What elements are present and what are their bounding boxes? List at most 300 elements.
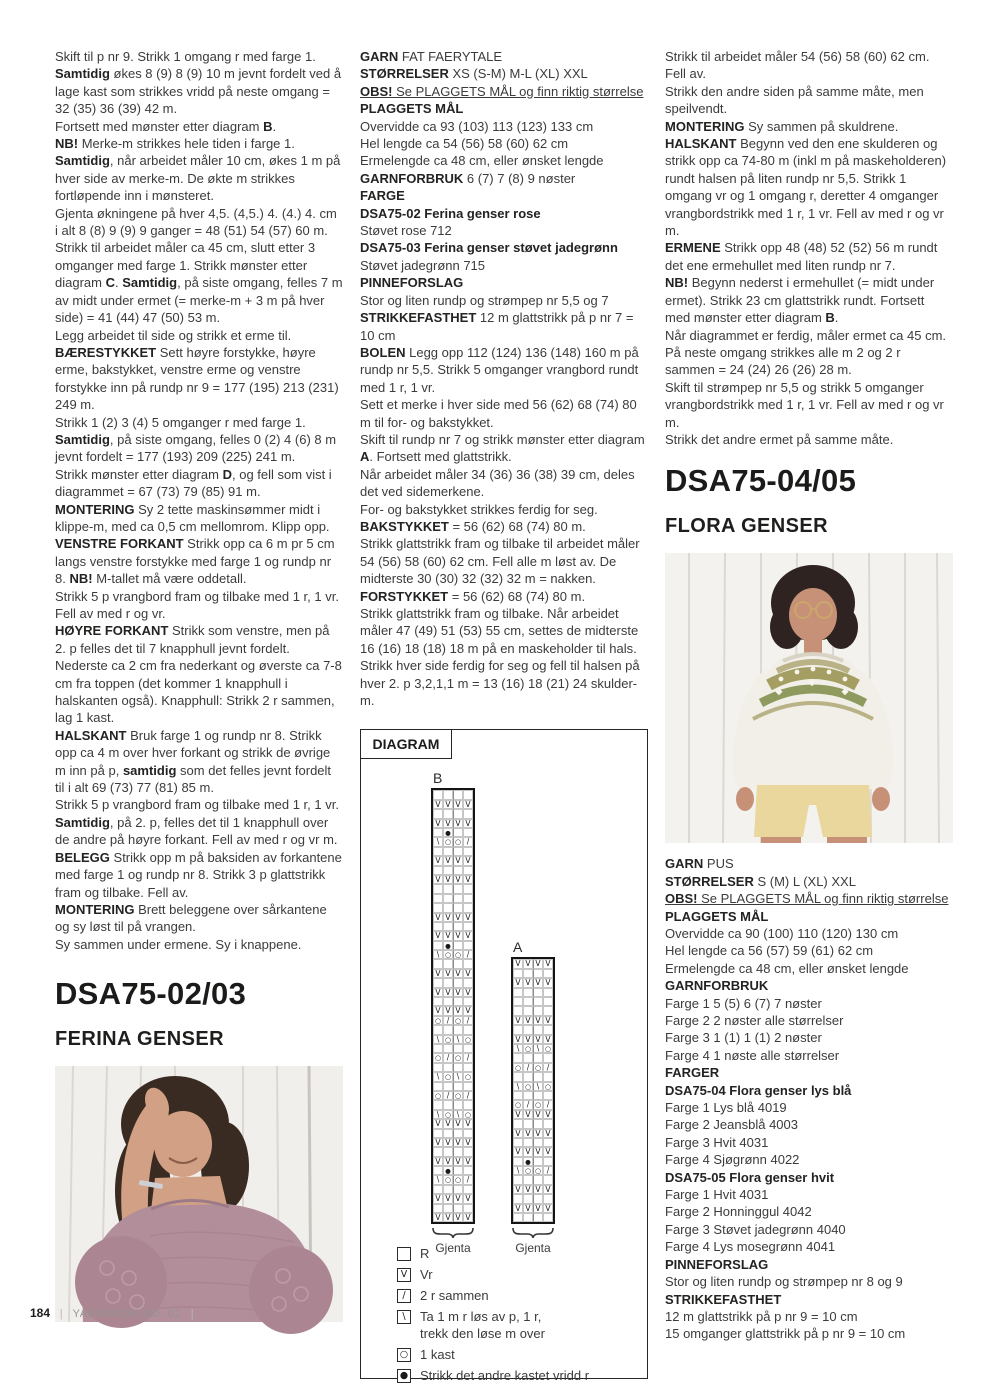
repeat-label: Gjenta: [515, 1241, 551, 1256]
chart-cell: V: [433, 819, 443, 828]
chart-cell: [453, 997, 463, 1006]
chart-cell: \: [513, 1044, 523, 1053]
chart-cell: [443, 847, 453, 856]
chart-cell: [453, 847, 463, 856]
legend-label: Strikk det andre kastet vridd r: [420, 1367, 590, 1383]
legend-symbol: ●: [397, 1369, 411, 1383]
chart-cell: V: [533, 1204, 543, 1213]
chart-cell: [463, 1204, 473, 1213]
legend-item: [397, 1368, 635, 1385]
chart-cell: \: [513, 1166, 523, 1175]
chart-cell: /: [463, 1016, 473, 1025]
chart-cell: [453, 1044, 463, 1053]
legend-symbol: [397, 1247, 411, 1261]
chart-cell: ○: [444, 1110, 452, 1119]
chart-cell: [543, 1053, 553, 1062]
chart-cell: [433, 997, 443, 1006]
chart-cell: [443, 1044, 453, 1053]
paragraph: PLAGGETS MÅL: [665, 908, 769, 924]
legend-label: R: [420, 1246, 430, 1262]
chart-cell: V: [513, 1185, 523, 1194]
chart-cell: V: [443, 988, 453, 997]
chart-cell: \: [453, 1035, 463, 1044]
paragraph: PINNEFORSLAG: [665, 1256, 769, 1272]
paragraph: GARNFORBRUK 6 (7) 7 (8) 9 nøster: [360, 170, 576, 186]
diagram-box: [360, 729, 648, 1383]
chart-cell: V: [433, 800, 443, 809]
chart-cell: [453, 959, 463, 968]
chart-cell: V: [463, 875, 473, 884]
chart-cell: [523, 1138, 533, 1147]
paragraph: Sy sammen under ermene. Sy i knappene.: [55, 936, 302, 952]
chart-cell: ○: [534, 1167, 542, 1176]
paragraph: BAKSTYKKET = 56 (62) 68 (74) 80 m.: [360, 518, 586, 534]
chart-cell: V: [463, 1119, 473, 1128]
chart-cell: V: [513, 1035, 523, 1044]
chart-cell: V: [543, 959, 553, 968]
paragraph: Stor og liten rundp og strømpep nr 5,5 og 7: [360, 292, 609, 308]
chart-cell: V: [433, 1213, 443, 1222]
chart-cell: [463, 1082, 473, 1091]
chart-cell: /: [463, 1053, 473, 1062]
chart-cell: V: [433, 988, 443, 997]
chart-cell: \: [433, 1110, 443, 1119]
chart-cell: [443, 894, 453, 903]
chart-cell: ○: [444, 951, 452, 960]
chart-cell: ○: [444, 1176, 452, 1185]
chart-cell: [463, 1185, 473, 1194]
pattern-code-heading: DSA75-02/03: [55, 976, 247, 1012]
chart-cell: V: [543, 1129, 553, 1138]
paragraph: Farge 1 Hvit 4031: [665, 1187, 769, 1203]
legend-label: 2 r sammen: [420, 1288, 489, 1304]
chart-cell: [453, 809, 463, 818]
pattern-instructions-ferina-end: [665, 48, 953, 448]
chart-cell: [433, 959, 443, 968]
chart-cell: \: [533, 1082, 543, 1091]
chart-cell: [433, 903, 443, 912]
chart-cell: [433, 1166, 443, 1175]
chart-cell: ○: [444, 1073, 452, 1082]
paragraph: Når diagrammet er ferdig, måler ermet ca 45 cm. På neste omgang strikkes alle m 2 og 2 r sammen = 24 (24) 26 (26) 28 m.: [665, 327, 947, 378]
chart-cell: [523, 1175, 533, 1184]
chart-cell: V: [433, 1138, 443, 1147]
paragraph: Farge 4 1 nøste alle størrelser: [665, 1047, 840, 1063]
chart-legend: [397, 1246, 635, 1389]
chart-cell: [443, 978, 453, 987]
chart-cell: V: [533, 1016, 543, 1025]
chart-cell: [433, 941, 443, 950]
chart-cell: [453, 922, 463, 931]
chart-cell: [523, 1194, 533, 1203]
chart-cell: V: [443, 913, 453, 922]
chart-cell: ○: [454, 1016, 462, 1025]
paragraph: Når arbeidet måler 34 (36) 36 (38) 39 cm, deles det ved sidemerkene.: [360, 466, 635, 500]
chart-cell: [463, 941, 473, 950]
paragraph: Strikk til arbeidet måler ca 45 cm, slutt etter 3 omganger med farge 1. Strikk mønster etter diagram C. Samtidig, på siste omgang, felles 7 m av midt under ermet (= merke-m + 3 m på hver side) = 41 (44) 47 (50) 53 m.: [55, 240, 343, 326]
chart-cell: /: [543, 1166, 553, 1175]
chart-cell: [433, 884, 443, 893]
paragraph: Farge 2 Honninggul 4042: [665, 1204, 812, 1220]
paragraph: STRIKKEFASTHET: [665, 1291, 782, 1307]
paragraph: DSA75-05 Flora genser hvit: [665, 1169, 835, 1185]
chart-cell: [523, 1006, 533, 1015]
chart-cell: V: [443, 875, 453, 884]
chart-cell: ○: [524, 1082, 532, 1091]
paragraph: HALSKANT Bruk farge 1 og rundp nr 8. Strikk opp ca 4 m over hver forkant og strikk de øvrige m inn på p, samtidig som det felles jevnt fordelt til i alt 69 (73) 77 (81) 85 m.: [55, 727, 332, 796]
chart-cell: \: [533, 1044, 543, 1053]
footer-separator: |: [190, 1308, 195, 1320]
chart-cell: V: [463, 1213, 473, 1222]
paragraph: Samtidig, når arbeidet måler 10 cm, økes 1 m på hver side av merke-m. De økte m strikkes fortløpende inn i mønsteret.: [55, 153, 341, 204]
paragraph: Sett et merke i hver side med 56 (62) 68 (74) 80 m til for- og bakstykket.: [360, 397, 637, 430]
paragraph: Støvet rose 712: [360, 223, 452, 239]
paragraph: STØRRELSER S (M) L (XL) XXL: [665, 873, 856, 889]
chart-cell: [453, 790, 463, 799]
pattern-name-heading: FERINA GENSER: [55, 1028, 224, 1051]
chart-cell: V: [433, 1194, 443, 1203]
chart-cell: V: [443, 819, 453, 828]
chart-cell: ○: [534, 1101, 542, 1110]
chart-cell: [463, 847, 473, 856]
column-1: [55, 48, 343, 1322]
repeat-label: Gjenta: [435, 1241, 471, 1256]
chart-cell: ○: [454, 1091, 462, 1100]
paragraph: Hel lengde ca 54 (56) 58 (60) 62 cm: [360, 136, 569, 152]
chart-cell: [443, 1082, 453, 1091]
chart-cell: \: [453, 1110, 463, 1119]
chart-cell: V: [513, 1147, 523, 1156]
chart-cell: [463, 997, 473, 1006]
paragraph: HØYRE FORKANT Strikk som venstre, men på 2. p felles det til 7 knapphull jevnt fordelt. Nederste ca 2 cm fra nederkant og øverste ca 7-8 cm fra toppen (det kommer 1 knapphull i halskanten også). Knapphull: Strikk 2 r sammen, lag 1 kast.: [55, 623, 342, 726]
footer-separator: |: [59, 1308, 64, 1320]
chart-cell: [443, 1129, 453, 1138]
chart-cell: [523, 1091, 533, 1100]
chart-cell: [433, 1147, 443, 1156]
chart-cell: [543, 1138, 553, 1147]
chart-cell: ○: [434, 1091, 442, 1100]
chart-cell: V: [443, 800, 453, 809]
paragraph: Skift til rundp nr 7 og strikk mønster etter diagram A. Fortsett med glattstrikk.: [360, 431, 645, 465]
chart-cell: [463, 1147, 473, 1156]
chart-cell: V: [523, 1147, 533, 1156]
chart-cell: V: [543, 1035, 553, 1044]
chart-cell: ○: [524, 1044, 532, 1053]
chart-cell: V: [533, 1035, 543, 1044]
chart-cell: ○: [514, 1063, 522, 1072]
chart-cell: V: [453, 931, 463, 940]
legend-symbol: V: [397, 1268, 411, 1282]
pattern-code-heading-flora: DSA75-04/05: [665, 463, 857, 499]
chart-cell: V: [443, 1119, 453, 1128]
chart-cell: [513, 1119, 523, 1128]
chart-cell: V: [433, 931, 443, 940]
paragraph: Overvidde ca 93 (103) 113 (123) 133 cm: [360, 118, 594, 134]
chart-cell: [463, 809, 473, 818]
paragraph: 15 omganger glattstrikk på p nr 9 = 10 cm: [665, 1326, 906, 1342]
paragraph: Samtidig, på siste omgang, felles 0 (2) 4 (6) 8 m jevnt fordelt = 177 (193) 209 (225) 241 m.: [55, 431, 337, 465]
chart-cell: [453, 1129, 463, 1138]
chart-cell: \: [433, 1035, 443, 1044]
chart-cell: [453, 1100, 463, 1109]
chart-cell: \: [433, 837, 443, 846]
chart-cell: V: [513, 1129, 523, 1138]
column-2: [360, 48, 648, 1383]
paragraph: PINNEFORSLAG: [360, 275, 464, 291]
legend-symbol: ○: [397, 1348, 411, 1362]
legend-item: [397, 1309, 635, 1342]
repeat-brace: [432, 1227, 474, 1239]
legend-label: Vr: [420, 1267, 433, 1283]
paragraph: Farge 4 Sjøgrønn 4022: [665, 1152, 800, 1168]
chart-cell: V: [463, 800, 473, 809]
chart-cell: ○: [464, 1110, 472, 1119]
chart-cell: [433, 978, 443, 987]
chart-cell: ○: [434, 1016, 442, 1025]
legend-symbol: \: [397, 1310, 411, 1324]
chart-cell: [533, 1213, 543, 1222]
chart-cell: V: [523, 959, 533, 968]
pattern-specs-flora: [665, 855, 953, 1342]
paragraph: Strikk til arbeidet måler 54 (56) 58 (60) 62 cm. Fell av.: [665, 49, 930, 82]
chart-a: [511, 939, 555, 1255]
chart-cell: V: [533, 1147, 543, 1156]
chart-cell: V: [453, 1194, 463, 1203]
chart-cell: [453, 903, 463, 912]
page-footer: [30, 1306, 200, 1320]
chart-cell: [453, 866, 463, 875]
chart-cell: ○: [444, 838, 452, 847]
chart-cell: [443, 903, 453, 912]
chart-cell: \: [453, 1072, 463, 1081]
chart-cell: [513, 1006, 523, 1015]
chart-cell: [453, 884, 463, 893]
chart-cell: V: [443, 1006, 453, 1015]
chart-cell: V: [463, 931, 473, 940]
paragraph: PLAGGETS MÅL: [360, 101, 464, 117]
chart-cell: V: [513, 1204, 523, 1213]
chart-cell: ○: [454, 951, 462, 960]
paragraph: Skift til p nr 9. Strikk 1 omgang r med farge 1.: [55, 49, 316, 64]
chart-cell: [463, 884, 473, 893]
chart-cell: [533, 1006, 543, 1015]
chart-cell: [463, 1129, 473, 1138]
paragraph: Farge 4 Lys mosegrønn 4041: [665, 1239, 836, 1255]
chart-grid: [511, 957, 555, 1224]
chart-cell: \: [433, 1175, 443, 1184]
chart-cell: [533, 1194, 543, 1203]
chart-cell: [533, 969, 543, 978]
chart-cell: V: [433, 1157, 443, 1166]
chart-title: A: [513, 939, 523, 956]
pattern-instructions-ferina: [55, 48, 343, 953]
chart-cell: [463, 1063, 473, 1072]
chart-cell: V: [453, 1119, 463, 1128]
paragraph: Strikk 5 p vrangbord fram og tilbake med 1 r, 1 vr. Fell av med r og vr.: [55, 588, 339, 621]
chart-cell: [523, 1053, 533, 1062]
chart-cell: V: [433, 1119, 443, 1128]
pattern-specs-ferina: [360, 48, 648, 709]
paragraph: Fortsett med mønster etter diagram B.: [55, 118, 277, 134]
chart-cell: /: [443, 1053, 453, 1062]
chart-cell: [453, 828, 463, 837]
chart-cell: V: [523, 1129, 533, 1138]
chart-cell: V: [453, 1157, 463, 1166]
chart-cell: [463, 828, 473, 837]
chart-cell: [523, 1119, 533, 1128]
chart-cell: ○: [544, 1044, 552, 1053]
legend-label: Ta 1 m r løs av p, 1 r, trekk den løse m over: [420, 1309, 545, 1341]
chart-cell: [533, 1119, 543, 1128]
chart-cell: [463, 922, 473, 931]
chart-cell: [533, 997, 543, 1006]
chart-cell: /: [523, 1063, 533, 1072]
chart-cell: ○: [464, 1073, 472, 1082]
legend-label: 1 kast: [420, 1346, 455, 1362]
chart-cell: [443, 959, 453, 968]
chart-cell: [523, 969, 533, 978]
chart-cell: V: [543, 1204, 553, 1213]
chart-cell: [513, 1072, 523, 1081]
chart-cell: ○: [464, 1035, 472, 1044]
chart-cell: V: [453, 1006, 463, 1015]
chart-cell: [433, 1129, 443, 1138]
chart-cell: /: [463, 1175, 473, 1184]
chart-grid: [431, 788, 475, 1224]
chart-cell: V: [543, 1147, 553, 1156]
paragraph: Strikk glattstrikk fram og tilbake til arbeidet måler 54 (56) 58 (60) 62 cm. Fell alle m løst av. De midterste 30 (30) 32 (32) 32 m = nakken.: [360, 536, 640, 587]
chart-cell: V: [463, 819, 473, 828]
chart-cell: [443, 1100, 453, 1109]
chart-cell: [543, 988, 553, 997]
chart-cell: ○: [454, 1054, 462, 1063]
chart-cell: [433, 1204, 443, 1213]
chart-cell: [453, 1082, 463, 1091]
chart-cell: [543, 969, 553, 978]
chart-cell: [443, 884, 453, 893]
chart-cell: V: [453, 988, 463, 997]
paragraph: DSA75-02 Ferina genser rose: [360, 205, 541, 221]
paragraph: Skift til strømpep nr 5,5 og strikk 5 omganger vrangbordstrikk med 1 r, 1 vr. Fell av med r og vr m.: [665, 379, 944, 430]
chart-cell: V: [463, 1194, 473, 1203]
chart-cell: [443, 790, 453, 799]
chart-cell: V: [463, 988, 473, 997]
chart-cell: [463, 1100, 473, 1109]
paragraph: MONTERING Sy 2 tette maskinsømmer midt i klippe-m, med ca 0,5 cm mellomrom. Klipp opp.: [55, 501, 330, 534]
chart-cell: [533, 1053, 543, 1062]
chart-cell: V: [453, 800, 463, 809]
paragraph: Støvet jadegrønn 715: [360, 257, 486, 273]
chart-cell: [443, 997, 453, 1006]
chart-cell: [523, 1072, 533, 1081]
chart-cell: [463, 1025, 473, 1034]
paragraph: GARN FAT FAERYTALE: [360, 49, 503, 64]
chart-cell: /: [543, 1100, 553, 1109]
paragraph: Farge 1 Lys blå 4019: [665, 1100, 787, 1116]
chart-cell: ○: [434, 1054, 442, 1063]
chart-cell: [543, 1194, 553, 1203]
chart-cell: [443, 922, 453, 931]
paragraph: FARGE: [360, 188, 405, 204]
chart-cell: [453, 978, 463, 987]
paragraph: BÆRESTYKKET Sett høyre forstykke, høyre erme, bakstykket, venstre erme og venstre forstykke inn på rundp nr 9 = 177 (195) 213 (231) 249 m.: [55, 344, 339, 413]
ferina-sweater-photo: [55, 1066, 343, 1322]
chart-cell: V: [533, 1129, 543, 1138]
paragraph: Ermelengde ca 48 cm, eller ønsket lengde: [360, 153, 604, 169]
chart-cell: [533, 988, 543, 997]
chart-cell: V: [533, 1110, 543, 1119]
chart-cell: [463, 1044, 473, 1053]
chart-cell: [513, 1091, 523, 1100]
flora-sweater-photo: [665, 553, 953, 843]
chart-cell: [513, 1157, 523, 1166]
chart-cell: [433, 790, 443, 799]
chart-cell: [533, 1175, 543, 1184]
column-3: [665, 48, 953, 1343]
chart-cell: [453, 1063, 463, 1072]
paragraph: Strikk det andre ermet på samme måte.: [665, 431, 894, 447]
chart-cell: V: [523, 1185, 533, 1194]
paragraph: Samtidig økes 8 (9) 8 (9) 10 m jevnt fordelt ved å lage kast som strikkes vridd på neste omgang = 32 (35) 36 (39) 42 m.: [55, 66, 342, 117]
paragraph: NB! Merke-m strikkes hele tiden i farge 1.: [55, 136, 295, 152]
chart-cell: [453, 1185, 463, 1194]
paragraph: For- og bakstykket strikkes ferdig for seg.: [360, 501, 598, 517]
chart-cell: V: [523, 1204, 533, 1213]
chart-cell: [453, 1166, 463, 1175]
chart-cell: V: [453, 875, 463, 884]
chart-cell: ●: [443, 828, 453, 837]
paragraph: Farge 2 2 nøster alle størrelser: [665, 1013, 844, 1028]
chart-cell: [513, 1175, 523, 1184]
legend-symbol: /: [397, 1289, 411, 1303]
chart-cell: [533, 1091, 543, 1100]
chart-cell: [433, 866, 443, 875]
chart-cell: [433, 828, 443, 837]
paragraph: Strikk glattstrikk fram og tilbake. Når arbeidet måler 47 (49) 51 (53) 55 cm, settes de midterste 16 (16) 18 (18) 18 m på en maskeholder til hals. Strikk hver side ferdig for seg og fell til halsen på hver 2. p 3,2,1,1 m = 13 (16) 18 (21) 24 skulder-m.: [360, 606, 640, 709]
chart-cell: ○: [514, 1101, 522, 1110]
paragraph: Farge 1 5 (5) 6 (7) 7 nøster: [665, 995, 822, 1011]
chart-cell: ●: [523, 1157, 533, 1166]
paragraph: Gjenta økningene på hver 4,5. (4,5.) 4. (4.) 4. cm i alt 8 (8) 9 (9) 9 ganger = 48 (51) 54 (57) 60 m.: [55, 205, 337, 239]
chart-cell: [453, 894, 463, 903]
paragraph: OBS! Se PLAGGETS MÅL og finn riktig størrelse: [665, 891, 949, 907]
chart-cell: [463, 959, 473, 968]
chart-cell: V: [453, 1138, 463, 1147]
chart-cell: V: [523, 1035, 533, 1044]
paragraph: Stor og liten rundp og strømpep nr 8 og 9: [665, 1274, 903, 1290]
chart-cell: \: [513, 1082, 523, 1091]
paragraph: 12 m glattstrikk på p nr 9 = 10 cm: [665, 1308, 858, 1324]
chart-cell: [533, 1138, 543, 1147]
legend-item: [397, 1246, 635, 1263]
chart-cell: ○: [544, 1082, 552, 1091]
paragraph: MONTERING Sy sammen på skuldrene.: [665, 118, 899, 134]
paragraph: OBS! Se PLAGGETS MÅL og finn riktig størrelse: [360, 83, 644, 99]
repeat-brace: [512, 1227, 554, 1239]
chart-cell: [513, 988, 523, 997]
chart-cell: /: [523, 1100, 533, 1109]
chart-cell: V: [433, 1006, 443, 1015]
chart-cell: [433, 847, 443, 856]
chart-cell: [453, 1204, 463, 1213]
paragraph: Legg arbeidet til side og strikk et erme til.: [55, 327, 292, 343]
chart-cell: V: [543, 1185, 553, 1194]
paragraph: STØRRELSER XS (S-M) M-L (XL) XXL: [360, 66, 588, 82]
chart-cell: [513, 1025, 523, 1034]
chart-cell: [443, 1147, 453, 1156]
chart-cell: V: [533, 959, 543, 968]
chart-cell: [443, 1025, 453, 1034]
